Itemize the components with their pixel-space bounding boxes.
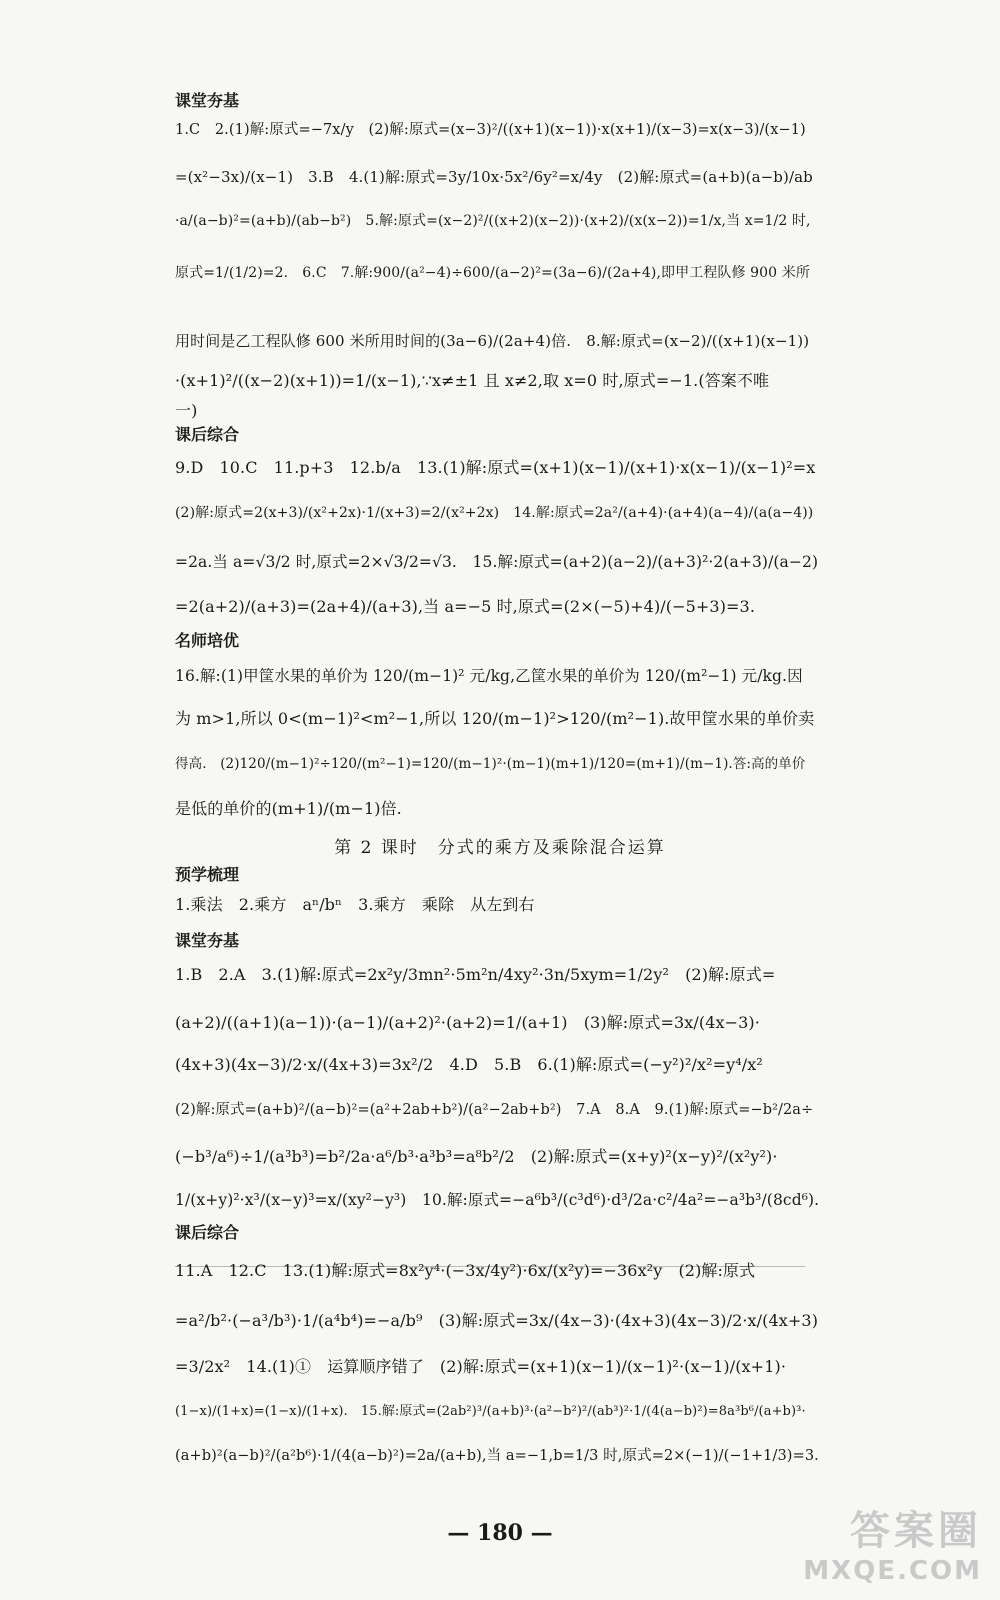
answer-line-1: 1.C 2.(1)解:原式=−7x/y (2)解:原式=(x−3)²/((x+1)(x−1))·x(x+1)/(x−3)=x(x−3)/(x−1): [175, 122, 806, 138]
answer-line-3: ·a/(a−b)²=(a+b)/(ab−b²) 5.解:原式=(x−2)²/((x+2)(x−2))·(x+2)/(x(x−2))=1/x,当 x=1/2 时,: [175, 213, 811, 229]
answer-line-20: (2)解:原式=(a+b)²/(a−b)²=(a²+2ab+b²)/(a²−2ab+b²) 7.A 8.A 9.(1)解:原式=−b²/2a÷: [175, 1102, 814, 1118]
lesson-title: 第 2 课时 分式的乘方及乘除混合运算: [334, 838, 666, 858]
answer-line-11: =2(a+2)/(a+3)=(2a+4)/(a+3),当 a=−5 时,原式=(2×(−5)+4)/(−5+3)=3.: [175, 597, 756, 616]
answer-line-7: 一): [175, 401, 198, 420]
answer-line-8: 9.D 10.C 11.p+3 12.b/a 13.(1)解:原式=(x+1)(x−1)/(x+1)·x(x−1)/(x−1)²=x: [175, 458, 816, 477]
section-heading-classroom-basics: 课堂夯基: [175, 91, 240, 110]
section-heading-classroom-basics-2: 课堂夯基: [175, 931, 240, 950]
answer-line-4: 原式=1/(1/2)=2. 6.C 7.解:900/(a²−4)÷600/(a−2)²=(3a−6)/(2a+4),即甲工程队修 900 米所: [175, 265, 810, 281]
section-heading-after-class-2: 课后综合: [175, 1223, 240, 1242]
answer-line-27: (a+b)²(a−b)²/(a²b⁶)·1/(4(a−b)²)=2a/(a+b),当 a=−1,b=1/3 时,原式=2×(−1)/(−1+1/3)=3.: [175, 1448, 819, 1464]
answer-line-22: 1/(x+y)²·x³/(x−y)³=x/(xy²−y³) 10.解:原式=−a⁶b³/(c³d⁶)·d³/2a·c²/4a²=−a³b³/(8cd⁶).: [175, 1191, 820, 1209]
answer-line-10: =2a.当 a=√3/2 时,原式=2×√3/2=√3. 15.解:原式=(a+2)(a−2)/(a+3)²·2(a+3)/(a−2): [175, 553, 819, 571]
answer-line-9: (2)解:原式=2(x+3)/(x²+2x)·1/(x+3)=2/(x²+2x) 14.解:原式=2a²/(a+4)·(a+4)(a−4)/(a(a−4)): [175, 505, 814, 521]
answer-line-12: 16.解:(1)甲筐水果的单价为 120/(m−1)² 元/kg,乙筐水果的单价为 120/(m²−1) 元/kg.因: [175, 667, 803, 685]
answer-line-25: =3/2x² 14.(1)① 运算顺序错了 (2)解:原式=(x+1)(x−1)/(x−1)²·(x−1)/(x+1)·: [175, 1357, 786, 1376]
answer-line-15: 是低的单价的(m+1)/(m−1)倍.: [175, 799, 402, 818]
section-heading-master-training: 名师培优: [175, 631, 240, 650]
answer-line-5: 用时间是乙工程队修 600 米所用时间的(3a−6)/(2a+4)倍. 8.解:原式=(x−2)/((x+1)(x−1)): [175, 332, 810, 350]
answer-line-24: =a²/b²·(−a³/b³)·1/(a⁴b⁴)=−a/b⁹ (3)解:原式=3x/(4x−3)·(4x+3)(4x−3)/2·x/(4x+3): [175, 1311, 819, 1330]
answer-line-19: (4x+3)(4x−3)/2·x/(4x+3)=3x²/2 4.D 5.B 6.(1)解:原式=(−y²)²/x²=y⁴/x²: [175, 1055, 763, 1074]
section-heading-after-class: 课后综合: [175, 425, 240, 444]
answer-line-14: 得高. (2)120/(m−1)²÷120/(m²−1)=120/(m−1)²·(m−1)(m+1)/120=(m+1)/(m−1).答:高的单价: [175, 756, 806, 772]
answer-line-2: =(x²−3x)/(x−1) 3.B 4.(1)解:原式=3y/10x·5x²/6y²=x/4y (2)解:原式=(a+b)(a−b)/ab: [175, 168, 813, 186]
answer-line-23: 11.A 12.C 13.(1)解:原式=8x²y⁴·(−3x/4y²)·6x/(x²y)=−36x²y (2)解:原式: [175, 1261, 756, 1280]
page-number: — 180 —: [447, 1520, 553, 1546]
answer-line-26: (1−x)/(1+x)=(1−x)/(1+x). 15.解:原式=(2ab²)³/(a+b)³·(a²−b²)²/(ab³)²·1/(4(a−b)²)=8a³b⁶/(a+b)³·: [175, 1404, 806, 1419]
watermark-domain: MXQE.COM: [803, 1556, 982, 1586]
answer-line-17: 1.B 2.A 3.(1)解:原式=2x²y/3mn²·5m²n/4xy²·3n/5xym=1/2y² (2)解:原式=: [175, 965, 776, 984]
answer-line-21: (−b³/a⁶)÷1/(a³b³)=b²/2a·a⁶/b³·a³b³=a⁸b²/2 (2)解:原式=(x+y)²(x−y)²/(x²y²)·: [175, 1147, 778, 1166]
answer-line-6: ·(x+1)²/((x−2)(x+1))=1/(x−1),∵x≠±1 且 x≠2,取 x=0 时,原式=−1.(答案不唯: [175, 371, 770, 390]
section-heading-preview: 预学梳理: [175, 865, 240, 884]
watermark: [803, 1499, 982, 1586]
answer-line-16: 1.乘法 2.乘方 aⁿ/bⁿ 3.乘方 乘除 从左到右: [175, 895, 535, 914]
answer-line-18: (a+2)/((a+1)(a−1))·(a−1)/(a+2)²·(a+2)=1/(a+1) (3)解:原式=3x/(4x−3)·: [175, 1013, 760, 1032]
watermark-logo-text: 答案圈: [850, 1508, 982, 1554]
answer-line-13: 为 m>1,所以 0<(m−1)²<m²−1,所以 120/(m−1)²>120/(m²−1).故甲筐水果的单价卖: [175, 709, 815, 728]
